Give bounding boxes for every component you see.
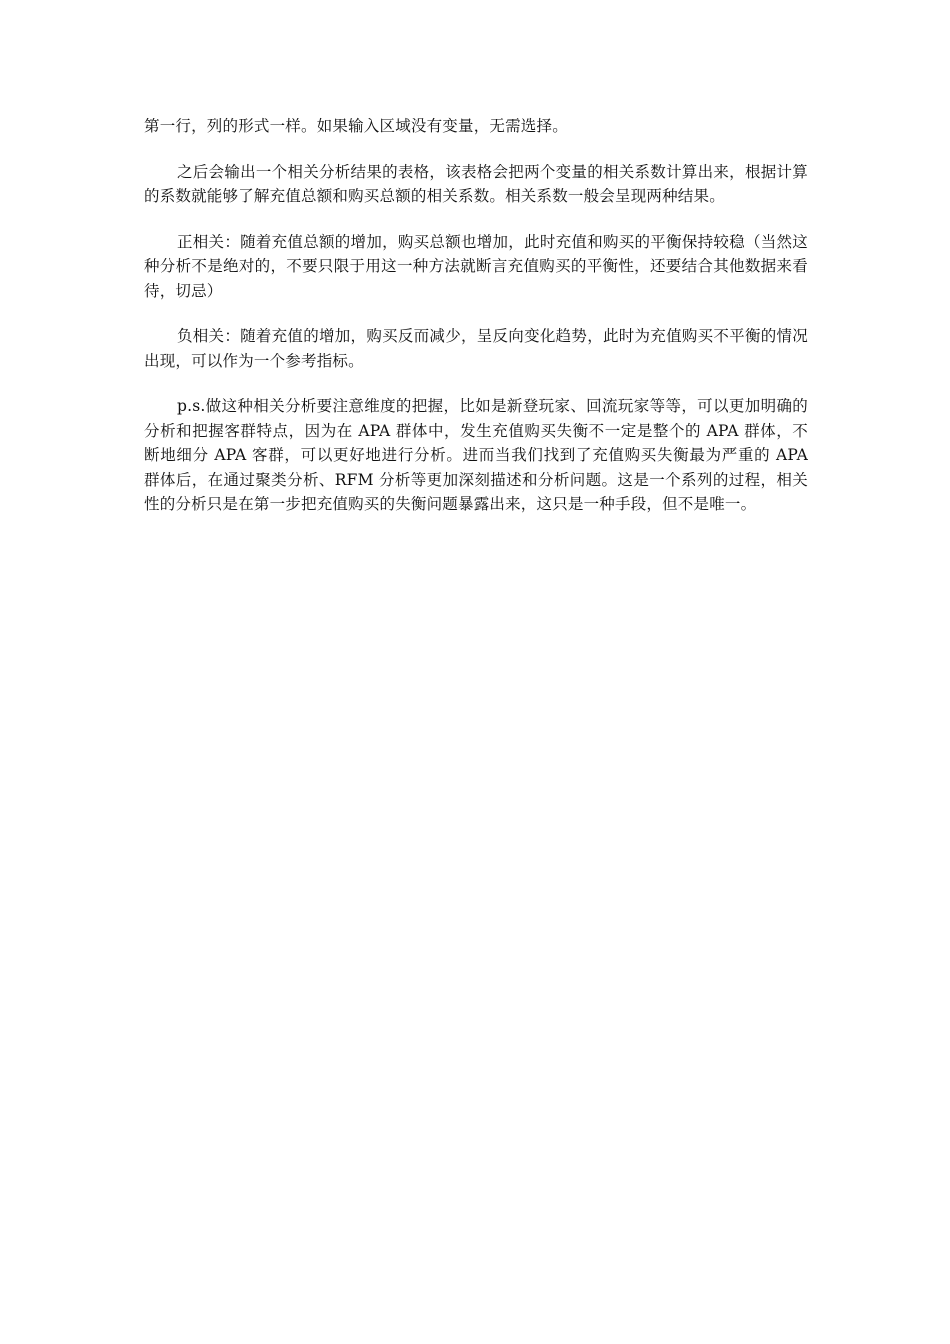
paragraph-negative-correlation: 负相关：随着充值的增加，购买反而减少，呈反向变化趋势，此时为充值购买不平衡的情况出现，可以作为一个参考指标。: [144, 327, 808, 370]
paragraph-correlation-output: 之后会输出一个相关分析结果的表格，该表格会把两个变量的相关系数计算出来，根据计算的系数就能够了解充值总额和购买总额的相关系数。相关系数一般会呈现两种结果。: [144, 162, 808, 205]
paragraph-positive-correlation: 正相关：随着充值总额的增加，购买总额也增加，此时充值和购买的平衡保持较稳（当然这种分析不是绝对的，不要只限于用这一种方法就断言充值购买的平衡性，还要结合其他数据来看待，切忌）: [144, 232, 808, 300]
paragraph-continuation: 第一行，列的形式一样。如果输入区域没有变量，无需选择。: [144, 117, 568, 135]
paragraph-postscript: p.s.做这种相关分析要注意维度的把握，比如是新登玩家、回流玩家等等，可以更加明确的分析和把握客群特点，因为在 APA 群体中，发生充值购买失衡不一定是整个的 APA 群体，不断地细分 APA 客群，可以更好地进行分析。进而当我们找到了充值购买失衡最为严重的 APA 群体后，在通过聚类分析、RFM 分析等更加深刻描述和分析问题。这是一个系列的过程，相关性的分析只是在第一步把充值购买的失衡问题暴露出来，这只是一种手段，但不是唯一。: [144, 397, 808, 513]
document-body: [144, 114, 808, 538]
